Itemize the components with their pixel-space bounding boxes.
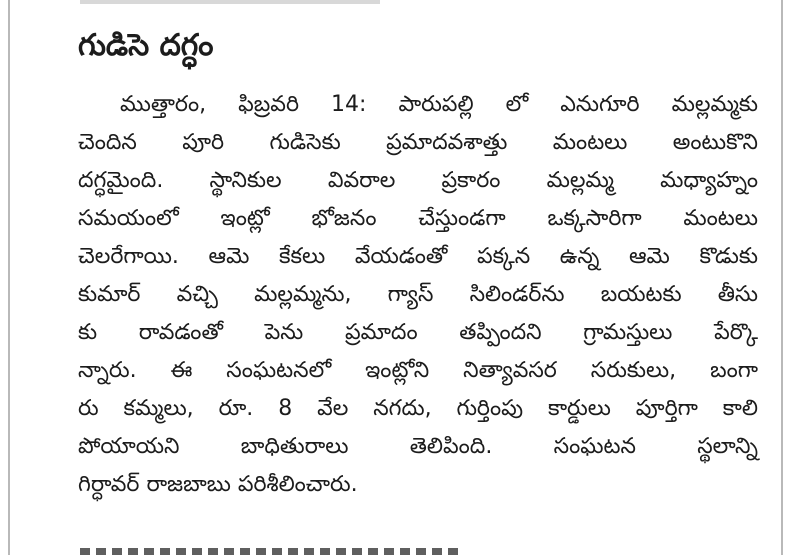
article-body	[78, 86, 758, 504]
article-line: కు రావడంతో పెను ప్రమాదం తప్పిందని గ్రామస్తులు పేర్కొ	[78, 320, 758, 345]
article-line: చెలరేగాయి. ఆమె కేకలు వేయడంతో పక్కన ఉన్న ఆమె కొడుకు	[78, 244, 758, 269]
article-line: దగ్ధమైంది. స్థానికుల వివరాల ప్రకారం మల్లమ్మ మధ్యాహ్నం	[78, 168, 758, 193]
article-headline: గుడిసె దగ్ధం	[78, 28, 214, 63]
article-line: పోయాయని బాధితురాలు తెలిపింది. సంఘటన స్థలాన్ని	[78, 434, 758, 459]
article-line: ముత్తారం, ఫిబ్రవరి 14: పారుపల్లి లో ఎనుగూరి మల్లమ్మకు	[120, 92, 758, 117]
article-line: సమయంలో ఇంట్లో భోజనం చేస్తుండగా ఒక్కసారిగా మంటలు	[78, 206, 758, 231]
clipped-previous-text	[80, 0, 380, 4]
right-column-rule	[781, 0, 783, 555]
clipped-next-text	[80, 548, 460, 555]
article-line: కుమార్ వచ్చి మల్లమ్మను, గ్యాస్ సిలిండర్‌ను బయటకు తీసు	[78, 282, 758, 307]
article-line: న్నారు. ఈ సంఘటనలో ఇంట్లోని నిత్యావసర సరుకులు, బంగా	[78, 358, 758, 383]
left-column-rule	[8, 0, 10, 555]
article-line: చెందిన పూరి గుడిసెకు ప్రమాదవశాత్తు మంటలు అంటుకొని	[78, 130, 758, 155]
article-line: గిర్ధావర్ రాజబాబు పరిశీలించారు.	[78, 472, 358, 497]
article-line: రు కమ్మలు, రూ. 8 వేల నగదు, గుర్తింపు కార్డులు పూర్తిగా కాలి	[78, 396, 758, 421]
